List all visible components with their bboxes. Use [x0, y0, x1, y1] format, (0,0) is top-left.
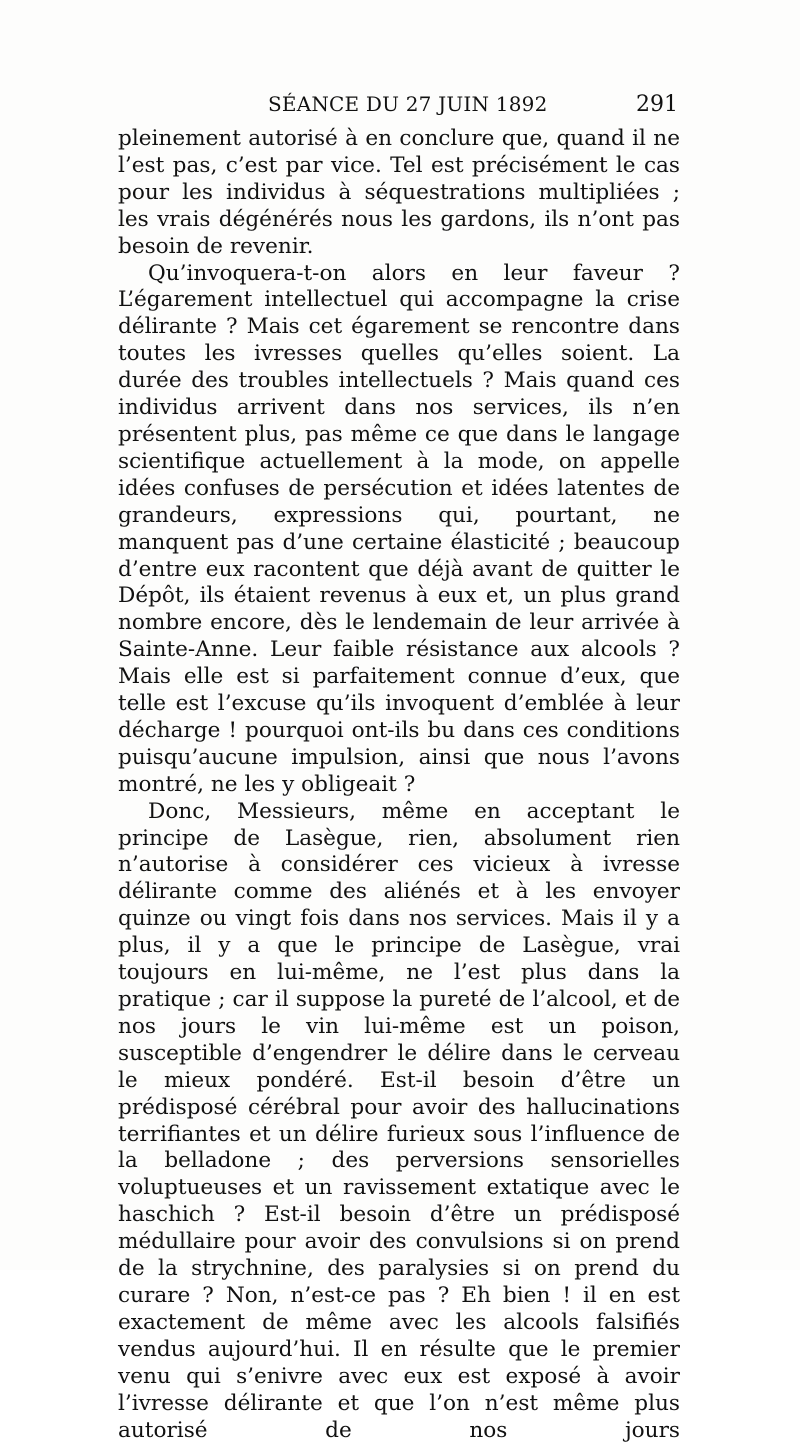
paragraph-2: Qu’invoquera-t-on alors en leur faveur ? L’égarement intellectuel qui accompagne la crise délirante ? Mais cet égarement se rencontre dans toutes les ivresses quelles qu’elles soient. La durée des troubles intellectuels ? Mais quand ces individus arrivent dans nos services, ils n’en présentent plus, pas même ce que dans le langage scientifique actuellement à la mode, on appelle idées confuses de persécution et idées latentes de grandeurs, expressions qui, pourtant, ne manquent pas d’une certaine élasticité ; beaucoup d’entre eux racontent que déjà avant de quitter le Dépôt, ils étaient revenus à eux et, un plus grand nombre encore, dès le lendemain de leur arrivée à Sainte-Anne. Leur faible résistance aux alcools ? Mais elle est si parfaitement connue d’eux, que telle est l’excuse qu’ils invoquent d’emblée à leur décharge ! pourquoi ont-ils bu dans ces conditions puisqu’aucune impulsion, ainsi que nous l’avons montré, ne les y obligeait ? [118, 260, 680, 797]
page-number: 291 [636, 92, 678, 117]
paragraph-3: Donc, Messieurs, même en acceptant le principe de Lasègue, rien, absolument rien n’autorise à considérer ces vicieux à ivresse délirante comme des aliénés et à les envoyer quinze ou vingt fois dans nos services. Mais il y a plus, il y a que le principe de Lasègue, vrai toujours en lui-même, ne l’est plus dans la pratique ; car il suppose la pureté de l’alcool, et de nos jours le vin lui-même est un poison, susceptible d’engendrer le délire dans le cerveau le mieux pondéré. Est-il besoin d’être un prédisposé cérébral pour avoir des hallucinations terrifiantes et un délire furieux sous l’influence de la belladone ; des perversions sensorielles voluptueuses et un ravissement extatique avec le haschich ? Est-il besoin d’être un prédisposé médullaire pour avoir des convulsions si on prend de la strychnine, des paralysies si on prend du curare ? Non, n’est-ce pas ? Eh bien ! il en est exactement de même avec les alcools falsifiés vendus aujourd’hui. Il en résulte que le premier venu qui s’enivre avec eux est exposé à avoir l’ivresse délirante et que l’on n’est même plus autorisé de nos jours [118, 798, 680, 1443]
page-header [118, 92, 678, 122]
paragraph-1: pleinement autorisé à en conclure que, quand il ne l’est pas, c’est par vice. Tel est précisément le cas pour les individus à séquestrations multipliées ; les vrais dégénérés nous les gardons, ils n’ont pas besoin de revenir. [118, 126, 680, 259]
body-text [118, 126, 680, 1444]
running-head: SÉANCE DU 27 JUIN 1892 [268, 92, 548, 116]
